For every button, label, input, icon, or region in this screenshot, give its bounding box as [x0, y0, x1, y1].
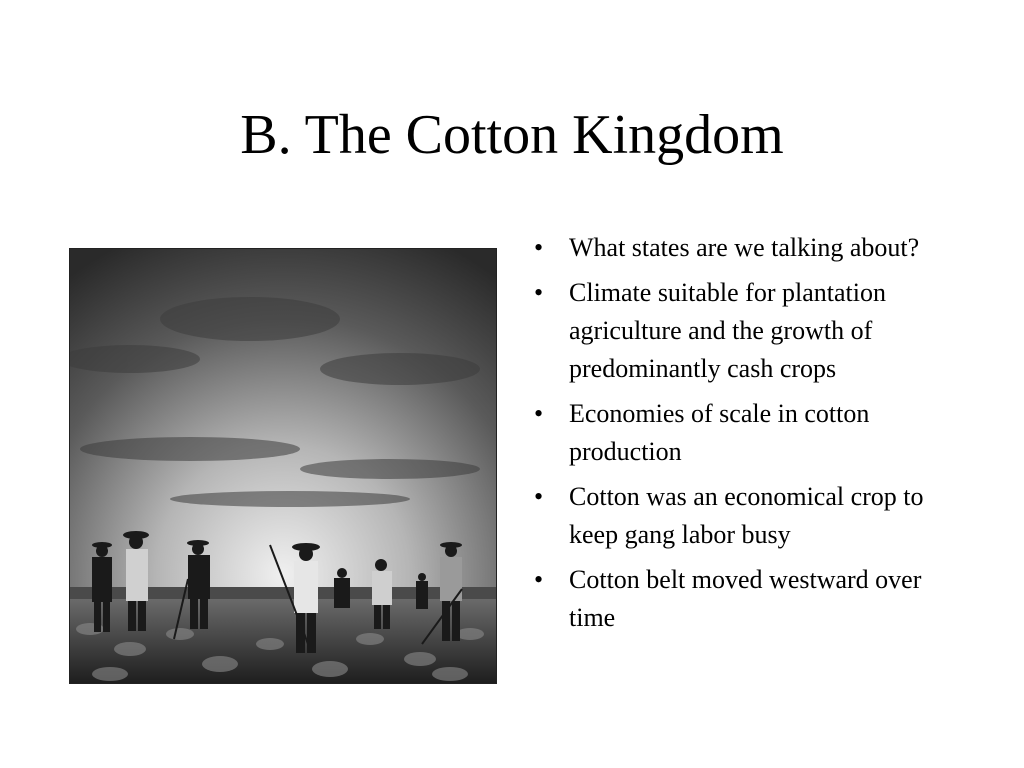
bullet-text: Cotton belt moved westward over time: [569, 565, 922, 632]
bullet-icon: •: [534, 278, 544, 307]
bullet-text: Economies of scale in cotton production: [569, 399, 870, 466]
bullet-item: [530, 229, 970, 267]
bullet-item: [530, 274, 970, 388]
bullet-list: [530, 229, 970, 644]
bullet-text: What states are we talking about?: [569, 233, 920, 262]
bullet-item: [530, 478, 970, 554]
slide-title: B. The Cotton Kingdom: [240, 104, 784, 166]
bullet-icon: •: [534, 399, 544, 428]
bullet-icon: •: [534, 233, 544, 262]
bullet-text: Cotton was an economical crop to keep gang labor busy: [569, 482, 924, 549]
bullet-icon: •: [534, 482, 544, 511]
bullet-item: [530, 561, 970, 637]
bullet-text: Climate suitable for plantation agriculture and the growth of predominantly cash crops: [569, 278, 886, 383]
cotton-field-photo: [69, 248, 497, 684]
cotton-field-workers-illustration: [70, 249, 496, 683]
bullet-icon: •: [534, 565, 544, 594]
bullet-item: [530, 395, 970, 471]
